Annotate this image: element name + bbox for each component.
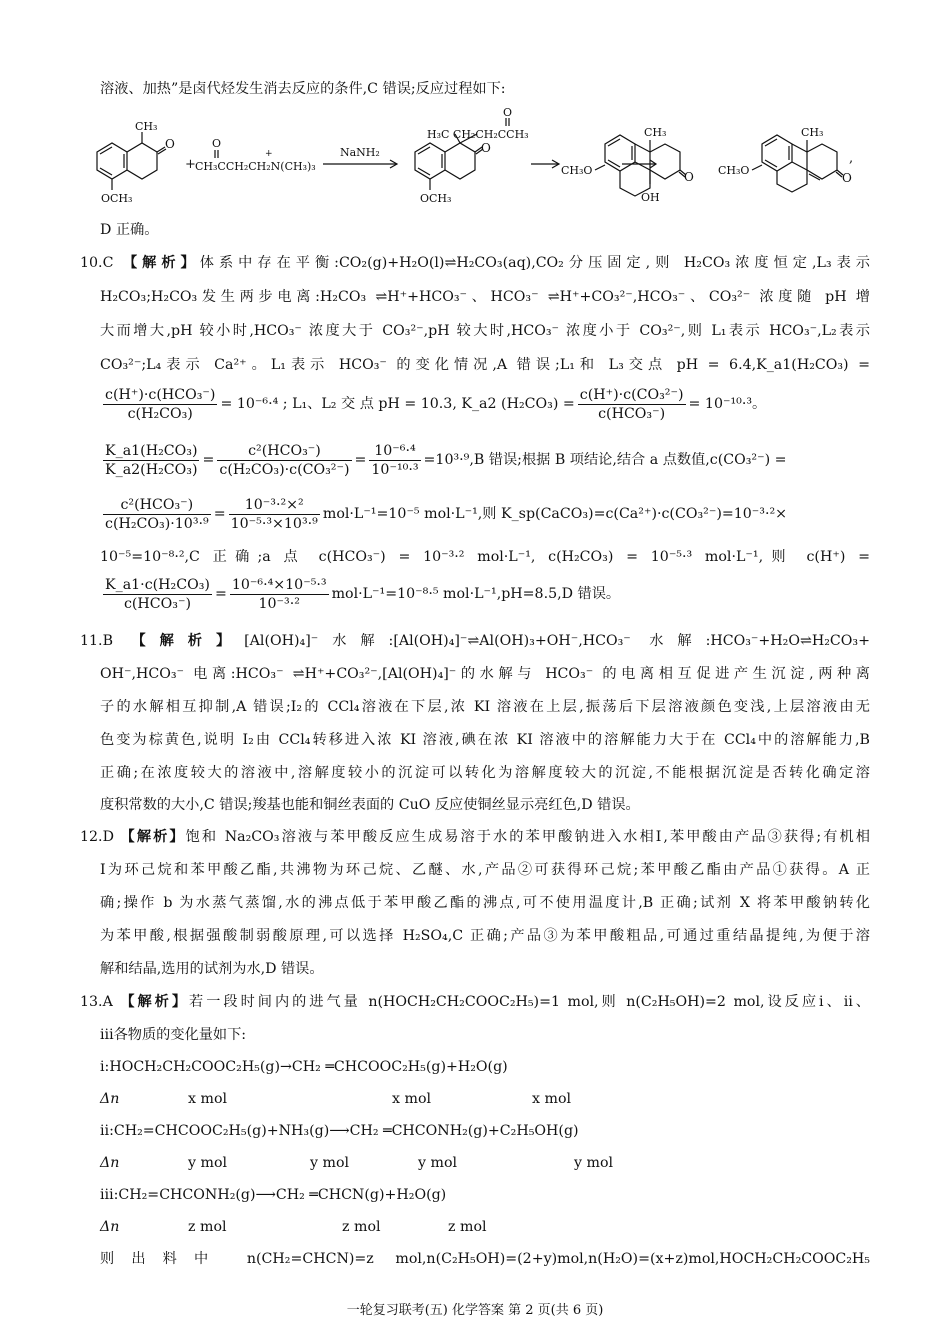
label: CH₃ (801, 126, 824, 139)
text: [Al(OH)₄]⁻水解:[Al(OH)₄]⁻⇌Al(OH)₃+OH⁻,HCO₃⁻ 水解:HCO₃⁻+H₂O⇌H₂CO₃+ (244, 633, 870, 649)
text-line (80, 248, 870, 278)
amount: y mol (418, 1155, 458, 1171)
delta-row-iii (100, 1212, 870, 1242)
delta-row-i (100, 1084, 870, 1114)
amount: z mol (188, 1219, 227, 1235)
text: = 10⁻⁶·⁴ ; L₁、L₂ 交 点 pH = 10.3, K_a2 (H₂CO₃) = (220, 396, 575, 412)
amount: y mol (310, 1155, 350, 1171)
label: NaNH₂ (340, 146, 380, 159)
analysis-tag: 【解析】 (120, 994, 190, 1010)
label: OH (641, 191, 660, 204)
analysis-tag: 【解析】 (120, 829, 186, 845)
text-line: 色变为棕黄色,说明 I₂由 CCl₄转移进入浓 KI 溶液,碘在浓 KI 溶液中的溶解能力大于在 CCl₄中的溶解能力,B (100, 732, 870, 748)
text: mol·L⁻¹=10⁻⁸·⁵ mol·L⁻¹,pH=8.5,D 错误。 (331, 586, 621, 602)
delta-n: Δn (100, 1219, 120, 1235)
amount: x mol (392, 1091, 432, 1107)
label: O (212, 137, 222, 150)
formula-line: $\frac{\text{K\_a1(H₂CO₃)}}{\text{K\_a2(H₂CO₃)}}$ = $\frac{\text{c²(HCO₃⁻)}}{\text{c(H₂CO₃)·c(CO₃²⁻)}}$ = $\frac{\text{10⁻⁶·⁴}}{\text{10⁻¹⁰·³}}$ =10³·⁹,B 错误;根据 B 项结论,结合 a 点数值,c(CO₃²⁻) = (105, 442, 787, 478)
product-diketone (415, 106, 529, 205)
text-line (80, 626, 870, 656)
label: CH₃ (644, 126, 667, 139)
text-line: 大而增大,pH 较小时,HCO₃⁻ 浓度大于 CO₃²⁻,pH 较大时,HCO₃⁻ 浓度小于 CO₃²⁻,则 L₁表示 HCO₃⁻,L₂表示 (100, 323, 870, 339)
reactant-tetralone (97, 120, 175, 205)
fraction: $\frac{\text{c(H⁺)·c(CO₃²⁻)}}{\text{c(HCO₃⁻)}}$ (579, 386, 684, 422)
question-number: 13.A (80, 994, 113, 1010)
text-line: ⅲ各物质的变化量如下: (100, 1027, 247, 1043)
amount: x mol (188, 1091, 228, 1107)
analysis-tag: 【解析】 (122, 255, 200, 271)
label: CH₃O (561, 164, 593, 177)
reaction-arrow-2 (531, 160, 559, 168)
text-line: 则出料中 n(CH₂=CHCN)=z mol,n(C₂H₅OH)=(2+y)mol,n(H₂O)=(x+z)mol,HOCH₂CH₂COOC₂H₅ (100, 1251, 870, 1267)
amount: y mol (188, 1155, 228, 1171)
fraction: $\frac{\text{K\_a1·c(H₂CO₃)}}{\text{c(HCO₃⁻)}}$ (105, 576, 210, 612)
text-line: 10⁻⁵=10⁻⁸·²,C 正确;a 点 c(HCO₃⁻) = 10⁻³·² mol·L⁻¹, c(H₂CO₃) = 10⁻⁵·³ mol·L⁻¹,则 c(H⁺) = (100, 549, 870, 565)
text-line (80, 987, 870, 1017)
delta-row-ii (100, 1148, 870, 1178)
label: + (265, 149, 273, 159)
text: 饱和 Na₂CO₃溶液与苯甲酸反应生成易溶于水的苯甲酸钠进入水相Ⅰ,苯甲酸由产品③获得;有机相 (185, 829, 870, 845)
fraction: $\frac{\text{c(H⁺)·c(HCO₃⁻)}}{\text{c(H₂CO₃)}}$ (105, 386, 216, 422)
label: , (849, 151, 854, 166)
fraction: $\frac{\text{c²(HCO₃⁻)}}{\text{c(H₂CO₃)·10³·⁹}}$ (105, 496, 209, 532)
text-line: 度积常数的大小,C 错误;羧基也能和铜丝表面的 CuO 反应使铜丝显示亮红色,D 错误。 (100, 797, 640, 813)
label: OCH₃ (101, 192, 133, 205)
question-number: 10.C (80, 255, 114, 271)
label: O (503, 106, 513, 119)
text-line: OH⁻,HCO₃⁻ 电离:HCO₃⁻ ⇌H⁺+CO₃²⁻,[Al(OH)₄]⁻的水解与 HCO₃⁻ 的电离相互促进产生沉淀,两种离 (100, 666, 870, 682)
reaction-ii: ⅱ:CH₂=CHCOOC₂H₅(g)+NH₃(g)⟶CH₂ ═CHCONH₂(g)+C₂H₅OH(g) (100, 1123, 579, 1139)
text: mol·L⁻¹=10⁻⁵ mol·L⁻¹,则 K_sp(CaCO₃)=c(Ca²⁺)·c(CO₃²⁻)=10⁻³·²× (322, 506, 788, 522)
amount: z mol (448, 1219, 487, 1235)
arrow-icon (622, 159, 658, 169)
text: 若一段时间内的进气量 n(HOCH₂CH₂COOC₂H₅)=1 mol,则 n(C₂H₅OH)=2 mol,设反应ⅰ、ⅱ、 (189, 994, 870, 1010)
reactant-ammonium (195, 137, 316, 173)
text-line: CO₃²⁻;L₄表示 Ca²⁺。L₁表示 HCO₃⁻ 的变化情况,A 错误;L₁和 L₃交点 pH = 6.4,K_a1(H₂CO₃) = (100, 357, 870, 373)
question-number: 12.D (80, 829, 114, 845)
text: =10³·⁹,B 错误;根据 B 项结论,结合 a 点数值,c(CO₃²⁻) = (423, 452, 787, 468)
product-enone (697, 126, 853, 192)
reaction-iii: ⅲ:CH₂=CHCONH₂(g)⟶CH₂ ═CHCN(g)+H₂O(g) (100, 1187, 447, 1203)
text-line: 子的水解相互抑制,A 错误;I₂的 CCl₄溶液在下层,浓 KI 溶液在上层,振荡后下层溶液颜色变浅,上层溶液由无 (100, 699, 870, 715)
amount: z mol (342, 1219, 381, 1235)
reaction-i: ⅰ:HOCH₂CH₂COOC₂H₅(g)→CH₂ ═CHCOOC₂H₅(g)+H₂O(g) (100, 1059, 508, 1075)
text-line: Ⅰ为环己烷和苯甲酸乙酯,共沸物为环己烷、乙醚、水,产品②可获得环己烷;苯甲酸乙酯由产品①获得。A 正 (100, 862, 870, 878)
text-line (80, 822, 870, 852)
fraction: $\frac{\text{10⁻⁶·⁴}}{\text{10⁻¹⁰·³}}$ (371, 442, 419, 478)
reaction-scheme (85, 104, 865, 216)
fraction: $\frac{\text{K\_a1(H₂CO₃)}}{\text{K\_a2(H₂CO₃)}}$ (105, 442, 198, 478)
label: O (165, 137, 175, 151)
label: O (684, 170, 694, 184)
text-line: 解和结晶,选用的试剂为水,D 错误。 (100, 961, 324, 977)
formula-line (100, 384, 870, 424)
label: H₃C CH₂CH₂CCH₃ (427, 128, 529, 141)
text-line: 确;操作 b 为水蒸气蒸馏,水的沸点低于苯甲酸乙酯的沸点,可不使用温度计,B 正确;试剂 X 将苯甲酸钠转化 (100, 895, 870, 911)
text-line: H₂CO₃;H₂CO₃发生两步电离:H₂CO₃ ⇌H⁺+HCO₃⁻、HCO₃⁻ ⇌H⁺+CO₃²⁻,HCO₃⁻、CO₃²⁻ 浓度随 pH 增 (100, 289, 870, 305)
fraction: $\frac{\text{10⁻⁶·⁴×10⁻⁵·³}}{\text{10⁻³·²}}$ (231, 576, 327, 612)
amount: y mol (574, 1155, 614, 1171)
label: O (842, 171, 852, 185)
formula-line: $\frac{\text{K\_a1·c(H₂CO₃)}}{\text{c(HCO₃⁻)}}$ = $\frac{\text{10⁻⁶·⁴×10⁻⁵·³}}{\text{10⁻³·²}}$ mol·L⁻¹=10⁻⁸·⁵ mol·L⁻¹,pH=8.5,D 错误。 (105, 576, 621, 612)
label: CH₃ (135, 120, 158, 133)
delta-n: Δn (100, 1091, 120, 1107)
text-line: 正确;在浓度较大的溶液中,溶解度较小的沉淀可以转化为溶解度较大的沉淀,不能根据沉淀是否转化确定溶 (100, 765, 870, 781)
label: O (481, 141, 491, 155)
text-line: D 正确。 (100, 222, 159, 238)
amount: x mol (532, 1091, 572, 1107)
label: OCH₃ (420, 192, 452, 205)
formula-line: $\frac{\text{c²(HCO₃⁻)}}{\text{c(H₂CO₃)·10³·⁹}}$ = $\frac{\text{10⁻³·²×²}}{\text{10⁻⁵·³×10³·⁹}}$ mol·L⁻¹=10⁻⁵ mol·L⁻¹,则 K_sp(CaCO₃)=c(Ca²⁺)·c(CO₃²⁻)=10⁻³·²× (105, 496, 788, 532)
text: = 10⁻¹⁰·³。 (688, 396, 767, 412)
reaction-arrow-1 (323, 146, 397, 168)
text-line: 为苯甲酸,根据强酸制弱酸原理,可以选择 H₂SO₄,C 正确;产品③为苯甲酸粗品,可通过重结晶提纯,为便于溶 (100, 928, 870, 944)
label: CH₃O (718, 164, 750, 177)
page-footer: 一轮复习联考(五) 化学答案 第 2 页(共 6 页) (346, 1303, 604, 1318)
analysis-tag: 【解析】 (131, 633, 245, 649)
question-number: 11.B (80, 633, 113, 649)
label: CH₃CCH₂CH₂N(CH₃)₃ (195, 160, 316, 173)
fraction: $\frac{\text{c²(HCO₃⁻)}}{\text{c(H₂CO₃)·c(CO₃²⁻)}}$ (219, 442, 350, 478)
delta-n: Δn (100, 1155, 120, 1171)
plus-sign: + (185, 157, 196, 172)
text-line: 溶液、加热”是卤代烃发生消去反应的条件,C 错误;反应过程如下: (100, 81, 506, 97)
fraction: $\frac{\text{10⁻³·²×²}}{\text{10⁻⁵·³×10³·⁹}}$ (230, 496, 318, 532)
text: 体系中存在平衡:CO₂(g)+H₂O(l)⇌H₂CO₃(aq),CO₂分压固定,则 H₂CO₃浓度恒定,L₃表示 (199, 255, 870, 271)
